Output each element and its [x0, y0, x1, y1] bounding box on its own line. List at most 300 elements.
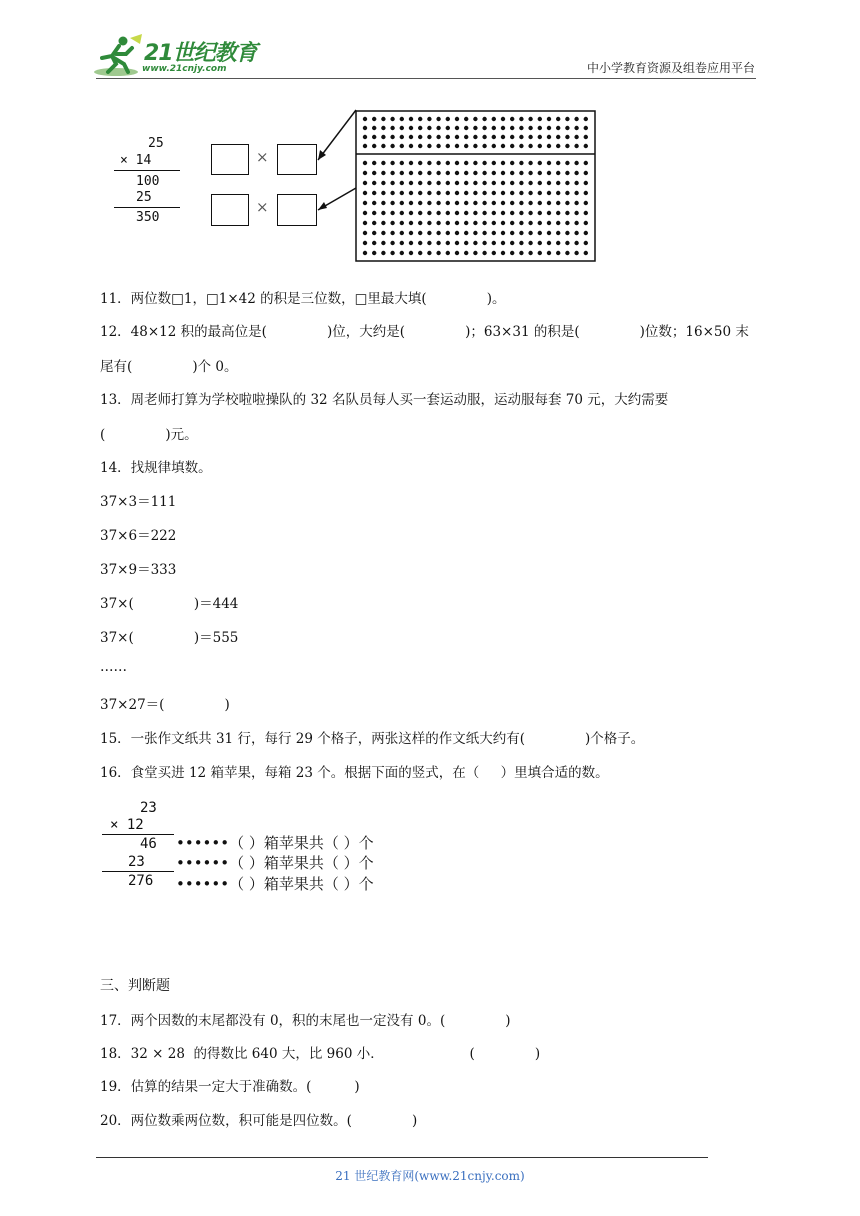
- question-15: 15．一张作文纸共 31 行，每行 29 个格子，两张这样的作文纸大约有( )个格子。: [100, 731, 645, 747]
- dot: [464, 181, 468, 185]
- calc-line: 350: [136, 210, 160, 225]
- dot: [519, 161, 523, 165]
- dot: [482, 117, 486, 121]
- question-11: 11．两位数□1，□1×42 的积是三位数，□里最大填( )。: [100, 291, 506, 307]
- dot: [381, 117, 385, 121]
- dot: [372, 191, 376, 195]
- dot: [390, 201, 394, 205]
- dot: [381, 171, 385, 175]
- dot: [473, 211, 477, 215]
- dot: [482, 171, 486, 175]
- question-13: 13．周老师打算为学校啦啦操队的 32 名队员每人买一套运动服，运动服每套 70 元，大约需要: [100, 392, 669, 408]
- dot: [519, 201, 523, 205]
- dot: [436, 135, 440, 139]
- dot: [492, 191, 496, 195]
- dot: [436, 241, 440, 245]
- pattern-ellipsis: ……: [100, 659, 127, 675]
- dot: [409, 117, 413, 121]
- dot: [528, 126, 532, 130]
- dot: [455, 211, 459, 215]
- dot: [436, 126, 440, 130]
- dot: [363, 181, 367, 185]
- dot: [565, 181, 569, 185]
- dot: [436, 181, 440, 185]
- answer-box[interactable]: [277, 194, 317, 226]
- dot: [400, 161, 404, 165]
- dot: [455, 231, 459, 235]
- dot: [574, 221, 578, 225]
- calc-rule: [102, 871, 174, 872]
- dot: [547, 144, 551, 148]
- dot: [519, 135, 523, 139]
- dot: [556, 201, 560, 205]
- dot: [464, 211, 468, 215]
- dot: [381, 221, 385, 225]
- pattern-line: 37×3＝111: [100, 494, 177, 510]
- dot: [574, 181, 578, 185]
- dot: [436, 211, 440, 215]
- dot: [390, 126, 394, 130]
- dot: [372, 201, 376, 205]
- dot: [418, 241, 422, 245]
- vertical-calculation-2: [100, 800, 460, 894]
- dot: [372, 251, 376, 255]
- dot: [510, 161, 514, 165]
- dot: [436, 221, 440, 225]
- dot: [418, 201, 422, 205]
- dot: [510, 117, 514, 121]
- dot: [455, 181, 459, 185]
- dot: [464, 241, 468, 245]
- dot: [528, 231, 532, 235]
- dot: [538, 135, 542, 139]
- dot: [418, 191, 422, 195]
- dot: [528, 241, 532, 245]
- dot: [363, 117, 367, 121]
- dot: [574, 241, 578, 245]
- dot: [409, 171, 413, 175]
- dot: [482, 135, 486, 139]
- dot: [409, 191, 413, 195]
- dot: [482, 231, 486, 235]
- dot: [519, 241, 523, 245]
- dot: [547, 126, 551, 130]
- dot: [390, 221, 394, 225]
- dot: [519, 126, 523, 130]
- dot: [372, 126, 376, 130]
- dot: [464, 191, 468, 195]
- dot: [519, 251, 523, 255]
- dot: [363, 126, 367, 130]
- fill-line: ••••••（ ）箱苹果共（ ）个: [176, 854, 374, 872]
- dot: [584, 221, 588, 225]
- dot: [381, 211, 385, 215]
- dot: [390, 181, 394, 185]
- dot: [565, 201, 569, 205]
- dot: [427, 171, 431, 175]
- dot: [400, 201, 404, 205]
- dot: [538, 117, 542, 121]
- question-13-cont: ( )元。: [100, 427, 198, 443]
- dot: [574, 161, 578, 165]
- dot: [455, 117, 459, 121]
- dot: [501, 201, 505, 205]
- dot: [501, 221, 505, 225]
- dot: [584, 135, 588, 139]
- calc-line: 23: [128, 854, 145, 870]
- dot: [400, 135, 404, 139]
- dot: [372, 231, 376, 235]
- dot: [538, 181, 542, 185]
- dot: [446, 191, 450, 195]
- dot: [436, 171, 440, 175]
- dot: [418, 221, 422, 225]
- dot: [363, 201, 367, 205]
- dot: [464, 201, 468, 205]
- calc-line: 25: [148, 136, 164, 151]
- dot: [372, 171, 376, 175]
- dot: [390, 241, 394, 245]
- dot: [455, 135, 459, 139]
- dot: [574, 231, 578, 235]
- dot: [446, 241, 450, 245]
- dot: [547, 191, 551, 195]
- dot: [381, 161, 385, 165]
- dot: [381, 231, 385, 235]
- dot: [492, 161, 496, 165]
- dot: [584, 117, 588, 121]
- dot: [574, 251, 578, 255]
- dot: [390, 191, 394, 195]
- site-logo: [92, 34, 262, 80]
- dot: [492, 171, 496, 175]
- dot: [482, 201, 486, 205]
- dot: [556, 161, 560, 165]
- dot: [565, 117, 569, 121]
- dot: [538, 126, 542, 130]
- dot: [556, 211, 560, 215]
- dot: [409, 161, 413, 165]
- dot: [473, 161, 477, 165]
- dot: [363, 211, 367, 215]
- dot: [418, 117, 422, 121]
- dot: [501, 144, 505, 148]
- dot: [482, 181, 486, 185]
- header-title: 中小学教育资源及组卷应用平台: [586, 61, 755, 75]
- pattern-line: 37×( )＝444: [100, 596, 239, 612]
- dot: [565, 135, 569, 139]
- dot: [547, 117, 551, 121]
- dot: [482, 161, 486, 165]
- dot: [492, 231, 496, 235]
- dot: [446, 181, 450, 185]
- dot: [427, 135, 431, 139]
- dot: [492, 117, 496, 121]
- dot: [409, 221, 413, 225]
- dot: [464, 171, 468, 175]
- dot: [400, 171, 404, 175]
- dot: [565, 161, 569, 165]
- dot: [455, 161, 459, 165]
- dot: [427, 144, 431, 148]
- dot: [492, 135, 496, 139]
- dot: [556, 181, 560, 185]
- dot: [381, 144, 385, 148]
- dot: [390, 251, 394, 255]
- question-16: 16．食堂买进 12 箱苹果，每箱 23 个。根据下面的竖式，在（ ）里填合适的数。: [100, 765, 609, 781]
- dot: [556, 144, 560, 148]
- dot: [455, 241, 459, 245]
- dot: [528, 135, 532, 139]
- dot: [446, 201, 450, 205]
- dot: [547, 241, 551, 245]
- dot: [446, 211, 450, 215]
- dot: [400, 251, 404, 255]
- dot: [547, 135, 551, 139]
- dot: [372, 211, 376, 215]
- dot: [584, 171, 588, 175]
- dot: [510, 241, 514, 245]
- dot: [538, 231, 542, 235]
- dot: [538, 171, 542, 175]
- pattern-line: 37×9＝333: [100, 562, 177, 578]
- dot: [400, 191, 404, 195]
- dot: [556, 191, 560, 195]
- dot: [381, 201, 385, 205]
- dot: [400, 241, 404, 245]
- question-17: 17．两个因数的末尾都没有 0，积的末尾也一定没有 0。( ): [100, 1013, 511, 1029]
- dot: [372, 161, 376, 165]
- dot: [446, 117, 450, 121]
- dot: [574, 126, 578, 130]
- dot: [510, 251, 514, 255]
- dot: [528, 144, 532, 148]
- dot: [381, 135, 385, 139]
- dot: [409, 126, 413, 130]
- pattern-line: 37×27＝( ): [100, 697, 230, 713]
- dot: [436, 251, 440, 255]
- dot: [436, 191, 440, 195]
- dot: [492, 144, 496, 148]
- answer-box[interactable]: [211, 144, 249, 175]
- dot: [473, 171, 477, 175]
- dot: [584, 181, 588, 185]
- dot: [473, 181, 477, 185]
- dot: [510, 191, 514, 195]
- dot: [363, 251, 367, 255]
- dot: [436, 231, 440, 235]
- dot: [400, 211, 404, 215]
- dot: [492, 181, 496, 185]
- dot: [363, 231, 367, 235]
- dot: [363, 241, 367, 245]
- dot: [482, 221, 486, 225]
- dot: [446, 161, 450, 165]
- dot: [556, 117, 560, 121]
- dot: [565, 241, 569, 245]
- dot: [372, 117, 376, 121]
- dot: [390, 135, 394, 139]
- dot: [390, 144, 394, 148]
- dot: [565, 191, 569, 195]
- dot: [519, 231, 523, 235]
- dot: [455, 251, 459, 255]
- dot: [473, 117, 477, 121]
- dot: [446, 221, 450, 225]
- dot: [427, 161, 431, 165]
- dot: [363, 191, 367, 195]
- dot: [547, 201, 551, 205]
- dot: [584, 231, 588, 235]
- times-sign: ×: [256, 198, 269, 216]
- dot: [409, 211, 413, 215]
- dot: [464, 231, 468, 235]
- dot: [574, 211, 578, 215]
- dot: [584, 144, 588, 148]
- dot: [409, 231, 413, 235]
- dot: [510, 135, 514, 139]
- vertical-calculation-1: [108, 136, 188, 228]
- dot: [482, 241, 486, 245]
- dot: [464, 144, 468, 148]
- dot: [464, 161, 468, 165]
- dot: [455, 171, 459, 175]
- dot: [400, 231, 404, 235]
- logo-url: www.21cnjy.com: [142, 64, 227, 74]
- dot: [455, 221, 459, 225]
- dot: [565, 211, 569, 215]
- dot: [372, 241, 376, 245]
- times-sign: ×: [256, 148, 269, 166]
- dot: [510, 211, 514, 215]
- dot: [538, 241, 542, 245]
- dot: [427, 117, 431, 121]
- dot: [510, 126, 514, 130]
- dot: [528, 117, 532, 121]
- question-14: 14．找规律填数。: [100, 460, 212, 476]
- calc-rule: [114, 170, 180, 171]
- dot: [455, 144, 459, 148]
- dot: [446, 126, 450, 130]
- dot: [574, 117, 578, 121]
- dot: [501, 191, 505, 195]
- dot: [446, 171, 450, 175]
- dot: [501, 181, 505, 185]
- dot: [418, 171, 422, 175]
- footer-text: 21 世纪教育网(www.21cnjy.com): [335, 1169, 525, 1183]
- question-18: 18．32 × 28 的得数比 640 大，比 960 小． ( ): [100, 1046, 541, 1062]
- dot: [519, 191, 523, 195]
- dot: [400, 181, 404, 185]
- dot: [409, 181, 413, 185]
- question-19: 19．估算的结果一定大于准确数。( ): [100, 1079, 360, 1095]
- answer-box[interactable]: [277, 144, 317, 175]
- dot: [538, 161, 542, 165]
- dot: [519, 221, 523, 225]
- dot: [538, 191, 542, 195]
- dot: [565, 144, 569, 148]
- dot: [528, 181, 532, 185]
- dot: [427, 201, 431, 205]
- dot: [501, 171, 505, 175]
- dot: [418, 211, 422, 215]
- dot: [400, 126, 404, 130]
- dot: [565, 171, 569, 175]
- dot: [446, 251, 450, 255]
- dot: [464, 117, 468, 121]
- dot: [436, 161, 440, 165]
- calc-line: 276: [128, 873, 154, 889]
- dot: [528, 191, 532, 195]
- dot: [565, 251, 569, 255]
- dot: [584, 241, 588, 245]
- dot: [363, 171, 367, 175]
- calc-line: 25: [136, 190, 152, 205]
- dot: [510, 221, 514, 225]
- dot: [473, 231, 477, 235]
- dot: [538, 144, 542, 148]
- dot: [400, 117, 404, 121]
- dot: [473, 241, 477, 245]
- question-20: 20．两位数乘两位数，积可能是四位数。( ): [100, 1113, 418, 1129]
- dot: [446, 231, 450, 235]
- section-title: 三、判断题: [100, 978, 170, 994]
- dot: [427, 231, 431, 235]
- dot: [547, 221, 551, 225]
- dot: [556, 171, 560, 175]
- dot: [574, 171, 578, 175]
- dot: [427, 221, 431, 225]
- calc-line: 46: [140, 836, 157, 852]
- dot: [436, 144, 440, 148]
- dot: [528, 201, 532, 205]
- dot: [390, 161, 394, 165]
- dot: [556, 221, 560, 225]
- fill-line: ••••••（ ）箱苹果共（ ）个: [176, 875, 374, 893]
- dot: [363, 221, 367, 225]
- dot: [427, 126, 431, 130]
- dot: [501, 135, 505, 139]
- dot: [584, 191, 588, 195]
- runner-icon: [92, 34, 144, 78]
- dot: [547, 181, 551, 185]
- dot: [501, 231, 505, 235]
- dot: [482, 211, 486, 215]
- dot: [501, 241, 505, 245]
- pattern-line: 37×6＝222: [100, 528, 177, 544]
- dot: [409, 135, 413, 139]
- dot: [574, 201, 578, 205]
- calc-line: × 14: [120, 153, 152, 168]
- dot: [528, 211, 532, 215]
- dot: [510, 231, 514, 235]
- dot: [427, 181, 431, 185]
- dot: [381, 191, 385, 195]
- answer-box[interactable]: [211, 194, 249, 226]
- dot: [427, 211, 431, 215]
- calc-line: 23: [140, 800, 157, 816]
- dot: [556, 231, 560, 235]
- dot: [409, 241, 413, 245]
- dot: [464, 126, 468, 130]
- calc-line: × 12: [110, 817, 144, 833]
- dot: [418, 144, 422, 148]
- question-12: 12．48×12 积的最高位是( )位，大约是( )；63×31 的积是( )位数；16×50 末: [100, 324, 749, 340]
- dot: [390, 171, 394, 175]
- dot: [501, 126, 505, 130]
- dot: [427, 251, 431, 255]
- dot: [584, 126, 588, 130]
